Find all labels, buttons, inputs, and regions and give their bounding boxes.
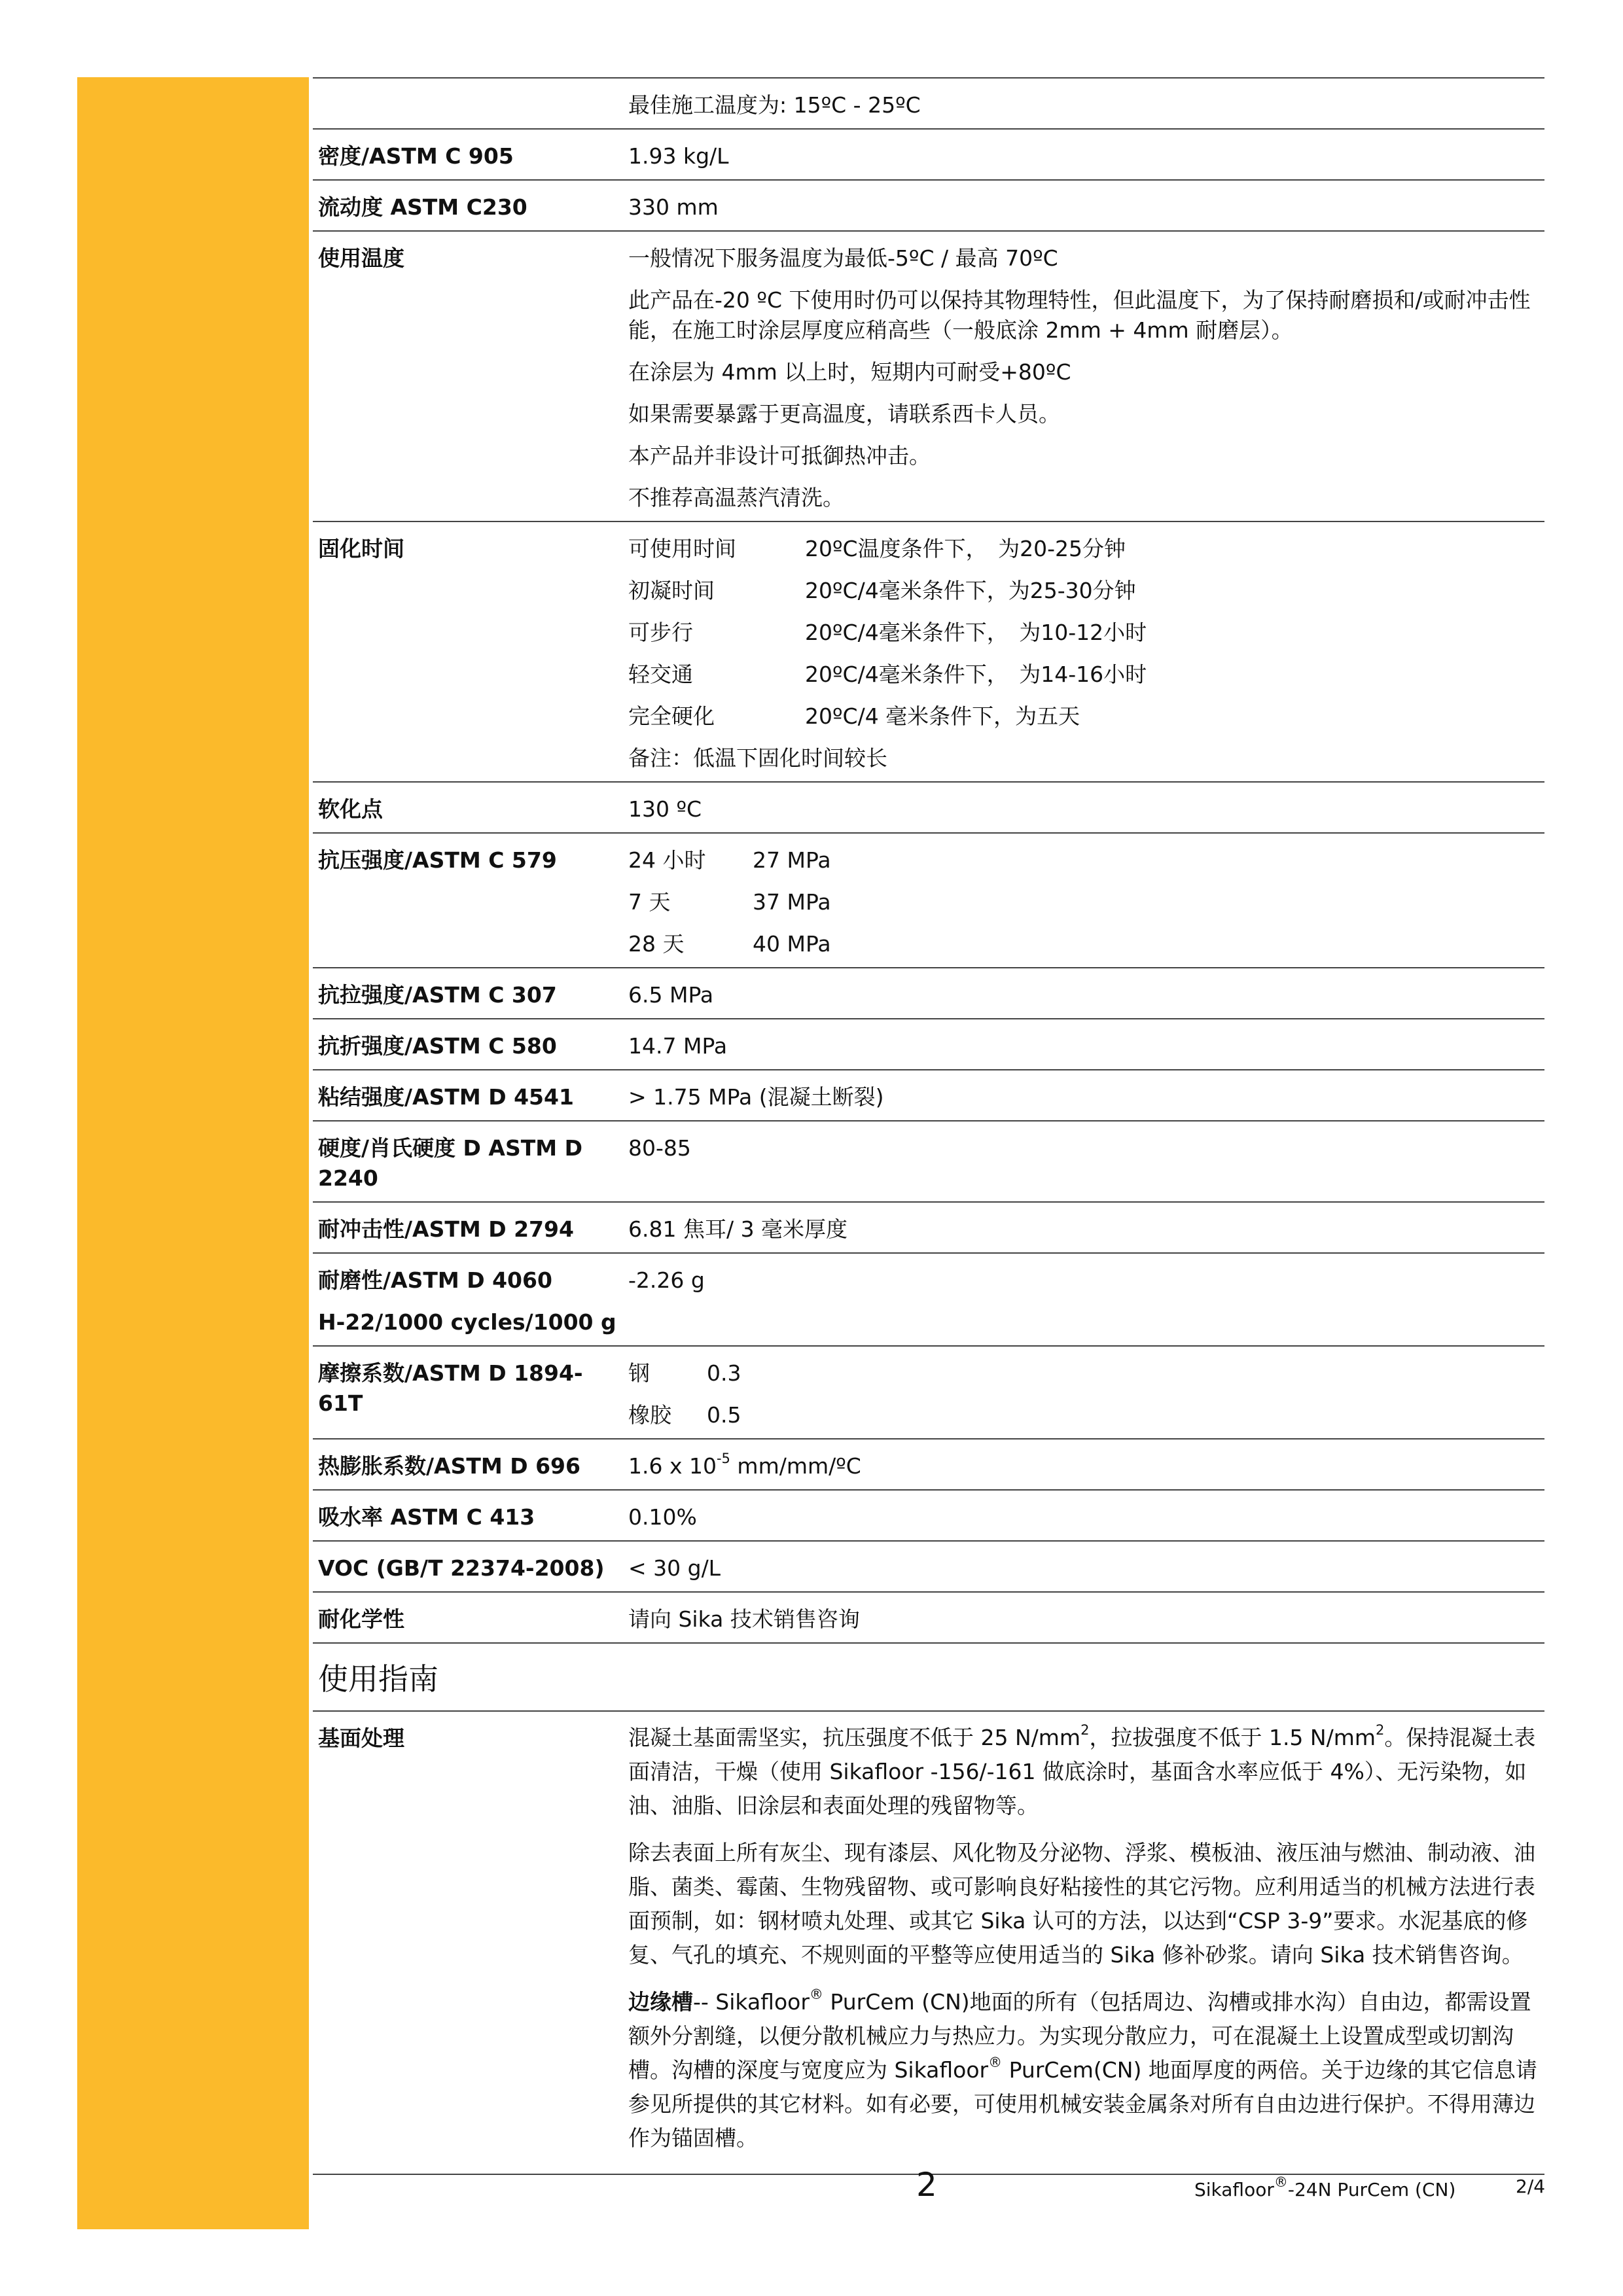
curing-stage: 完全硬化 bbox=[628, 703, 715, 729]
compressive-row bbox=[628, 840, 1539, 875]
curing-stage: 可步行 bbox=[628, 620, 693, 645]
curing-detail: 20ºC温度条件下， 为20-25分钟 bbox=[805, 536, 1126, 561]
curing-detail: 20ºC/4毫米条件下， 为10-12小时 bbox=[805, 620, 1147, 645]
friction-label: 摩擦系数/ASTM D 1894-61T bbox=[318, 1360, 583, 1416]
row-flexural-strength bbox=[313, 1018, 1544, 1069]
curing-note: 备注：低温下固化时间较长 bbox=[628, 745, 887, 771]
compressive-label: 抗压强度/ASTM C 579 bbox=[318, 847, 557, 873]
bond-label: 粘结强度/ASTM D 4541 bbox=[318, 1084, 574, 1110]
footer-page-number: 2 bbox=[916, 2166, 937, 2204]
text-run: 混凝土基面需坚实，抗压强度不低于 25 N/mm bbox=[628, 1725, 1081, 1750]
service-temp-line: 不推荐高温蒸汽清洗。 bbox=[628, 485, 844, 510]
section-title-usage-guide: 使用指南 bbox=[313, 1642, 1544, 1710]
friction-row bbox=[628, 1395, 1539, 1430]
row-curing-time bbox=[313, 521, 1544, 781]
text-run: PurCem(CN) 地面厚度的两倍。关于边缘的其它信息请参见所提供的其它材料。如有必要，可使用机械安装金属条对所有自由边进行保护。不得用薄边作为锚固槽。 bbox=[628, 2057, 1537, 2151]
row-compressive-strength bbox=[313, 832, 1544, 967]
absorption-value: 0.10% bbox=[628, 1504, 697, 1530]
compressive-value: 40 MPa bbox=[753, 931, 831, 957]
friction-value: 0.3 bbox=[707, 1360, 741, 1386]
tensile-label: 抗拉强度/ASTM C 307 bbox=[318, 982, 557, 1008]
abrasion-label: 耐磨性/ASTM D 4060 bbox=[318, 1267, 552, 1293]
chemical-label: 耐化学性 bbox=[318, 1606, 404, 1632]
curing-stage: 轻交通 bbox=[628, 662, 693, 687]
compressive-row bbox=[628, 882, 1539, 917]
row-value bbox=[619, 85, 1539, 120]
row-service-temperature bbox=[313, 230, 1544, 521]
voc-label: VOC (GB/T 22374-2008) bbox=[318, 1555, 605, 1581]
compressive-age: 28 天 bbox=[628, 931, 685, 957]
registered-mark: ® bbox=[1274, 2174, 1288, 2190]
thermal-base: 1.6 x 10 bbox=[628, 1453, 717, 1479]
row-abrasion-resistance bbox=[313, 1252, 1544, 1345]
compressive-age: 24 小时 bbox=[628, 847, 706, 873]
text-run: PurCem (CN)地面的所有（包括周边、沟槽或排水沟）自由边，都需设置额外分割缝，以便分散机械应力与热应力。为实现分散应力，可在混凝土上设置成型或切割沟槽。沟槽的深度与宽度应为 Sikafloor bbox=[628, 1989, 1531, 2083]
service-temp-line: 如果需要暴露于更高温度，请联系西卡人员。 bbox=[628, 401, 1060, 427]
curing-row bbox=[628, 529, 1539, 564]
service-temp-line: 在涂层为 4mm 以上时，短期内可耐受+80ºC bbox=[628, 359, 1071, 385]
row-thermal-expansion bbox=[313, 1438, 1544, 1489]
row-water-absorption bbox=[313, 1489, 1544, 1540]
compressive-age: 7 天 bbox=[628, 889, 671, 915]
service-temp-line: 本产品并非设计可抵御热冲击。 bbox=[628, 443, 931, 468]
hardness-label: 硬度/肖氏硬度 D ASTM D 2240 bbox=[318, 1135, 582, 1191]
row-bond-strength bbox=[313, 1069, 1544, 1120]
softening-value: 130 ºC bbox=[628, 796, 702, 822]
edge-groove-heading: 边缘槽 bbox=[628, 1989, 693, 2015]
brand-sidebar-bar bbox=[77, 77, 309, 2229]
curing-row bbox=[628, 612, 1539, 648]
footer-product-name bbox=[1194, 2174, 1456, 2200]
service-temp-line: 一般情况下服务温度为最低-5ºC / 最高 70ºC bbox=[628, 245, 1058, 271]
abrasion-sublabel: H-22/1000 cycles/1000 g bbox=[318, 1309, 616, 1335]
thermal-exponent: -5 bbox=[716, 1451, 730, 1466]
absorption-label: 吸水率 ASTM C 413 bbox=[318, 1504, 535, 1530]
chemical-value: 请向 Sika 技术销售咨询 bbox=[628, 1606, 860, 1632]
row-friction-coefficient bbox=[313, 1345, 1544, 1438]
flow-label: 流动度 ASTM C230 bbox=[318, 194, 527, 220]
friction-value: 0.5 bbox=[707, 1402, 741, 1428]
bond-value: > 1.75 MPa (混凝土断裂) bbox=[628, 1084, 884, 1110]
curing-row bbox=[628, 696, 1539, 732]
flexural-value: 14.7 MPa bbox=[628, 1033, 728, 1059]
text-run: 。保持混凝土表面清洁，干燥（使用 Sikafloor -156/-161 做底涂时，基面含水率应低于 4%）、无污染物，如油、油脂、旧涂层和表面处理的残留物等。 bbox=[628, 1725, 1536, 1818]
tensile-value: 6.5 MPa bbox=[628, 982, 714, 1008]
substrate-label: 基面处理 bbox=[318, 1725, 404, 1751]
text-run: -24N PurCem (CN) bbox=[1287, 2179, 1456, 2200]
thermal-unit: mm/mm/ºC bbox=[730, 1453, 861, 1479]
row-density bbox=[313, 128, 1544, 179]
row-softening-point bbox=[313, 781, 1544, 832]
substrate-paragraph-2: 除去表面上所有灰尘、现有漆层、风化物及分泌物、浮浆、模板油、液压油与燃油、制动液、油脂、菌类、霉菌、生物残留物、或可影响良好粘接性的其它污物。应利用适当的机械方法进行表面预制，如：钢材喷丸处理、或其它 Sika 认可的方法，以达到“CSP 3-9”要求。水泥基底的修复、气孔的填充、不规则面的平整等应使用适当的 Sika 修补砂浆。请向 Sika 技术销售咨询。 bbox=[628, 1840, 1535, 1968]
row-impact-resistance bbox=[313, 1201, 1544, 1252]
curing-stage: 可使用时间 bbox=[628, 536, 736, 561]
flexural-label: 抗折强度/ASTM C 580 bbox=[318, 1033, 557, 1059]
data-sheet-table bbox=[313, 77, 1544, 2175]
compressive-value: 27 MPa bbox=[753, 847, 831, 873]
row-hardness bbox=[313, 1120, 1544, 1201]
curing-label: 固化时间 bbox=[318, 536, 404, 561]
density-value: 1.93 kg/L bbox=[628, 143, 729, 169]
row-voc bbox=[313, 1540, 1544, 1591]
curing-detail: 20ºC/4毫米条件下， 为14-16小时 bbox=[805, 662, 1147, 687]
registered-mark: ® bbox=[809, 1987, 823, 2002]
application-temp-text: 最佳施工温度为: 15ºC - 25ºC bbox=[628, 92, 921, 118]
service-temp-label: 使用温度 bbox=[318, 245, 404, 271]
substrate-paragraph-1 bbox=[628, 1718, 1539, 1823]
row-label bbox=[318, 85, 619, 120]
friction-row bbox=[628, 1353, 1539, 1388]
voc-value: < 30 g/L bbox=[628, 1555, 721, 1581]
flow-value: 330 mm bbox=[628, 194, 719, 220]
impact-label: 耐冲击性/ASTM D 2794 bbox=[318, 1216, 574, 1242]
text-run: ，拉拔强度不低于 1.5 N/mm bbox=[1089, 1725, 1376, 1750]
row-substrate-preparation bbox=[313, 1710, 1544, 2175]
curing-row bbox=[628, 571, 1539, 606]
density-label: 密度/ASTM C 905 bbox=[318, 143, 514, 169]
superscript: 2 bbox=[1376, 1722, 1385, 1738]
edge-groove-paragraph bbox=[628, 1983, 1539, 2155]
curing-stage: 初凝时间 bbox=[628, 578, 715, 603]
impact-value: 6.81 焦耳/ 3 毫米厚度 bbox=[628, 1216, 848, 1242]
thermal-expansion-value bbox=[628, 1446, 1539, 1481]
hardness-value: 80-85 bbox=[628, 1135, 691, 1161]
softening-label: 软化点 bbox=[318, 796, 383, 822]
friction-material: 钢 bbox=[628, 1360, 650, 1386]
footer-page-count: 2/4 bbox=[1516, 2176, 1546, 2197]
curing-row bbox=[628, 654, 1539, 690]
thermal-expansion-label: 热膨胀系数/ASTM D 696 bbox=[318, 1453, 580, 1479]
abrasion-label-block bbox=[318, 1260, 619, 1337]
row-chemical-resistance bbox=[313, 1591, 1544, 1642]
curing-detail: 20ºC/4 毫米条件下，为五天 bbox=[805, 703, 1080, 729]
row-application-temperature bbox=[313, 77, 1544, 128]
friction-material: 橡胶 bbox=[628, 1402, 671, 1428]
service-temp-line: 此产品在-20 ºC 下使用时仍可以保持其物理特性，但此温度下，为了保持耐磨损和/或耐冲击性能，在施工时涂层厚度应稍高些（一般底涂 2mm + 4mm 耐磨层）。 bbox=[628, 287, 1531, 343]
abrasion-value: -2.26 g bbox=[628, 1267, 705, 1293]
text-run: -- Sikafloor bbox=[693, 1989, 810, 2015]
compressive-row bbox=[628, 924, 1539, 959]
curing-detail: 20ºC/4毫米条件下，为25-30分钟 bbox=[805, 578, 1136, 603]
compressive-value: 37 MPa bbox=[753, 889, 831, 915]
row-flow bbox=[313, 179, 1544, 230]
text-run: Sikafloor bbox=[1194, 2179, 1274, 2200]
registered-mark: ® bbox=[988, 2055, 1003, 2070]
row-tensile-strength bbox=[313, 967, 1544, 1018]
superscript: 2 bbox=[1080, 1722, 1090, 1738]
